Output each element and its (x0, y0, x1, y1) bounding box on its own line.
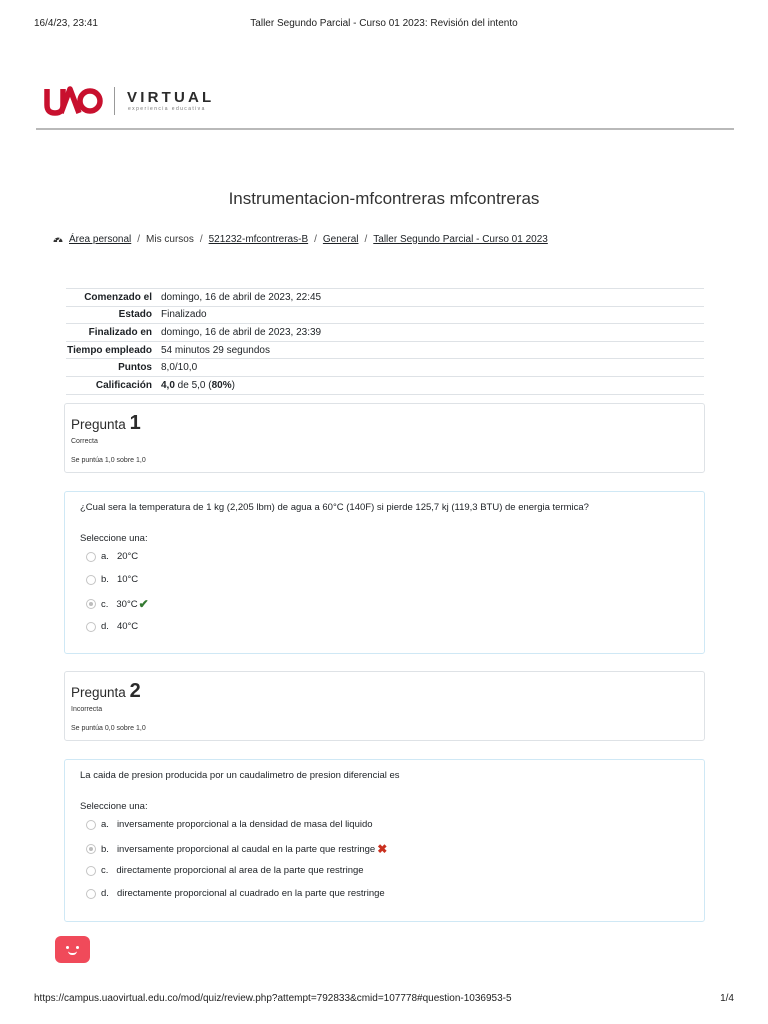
answer-option-b[interactable] (86, 574, 138, 585)
answer-letter: b. (101, 843, 109, 855)
answer-text: 10°C (116, 574, 139, 585)
summary-grade-value (159, 376, 704, 394)
correct-check-icon: ✔ (138, 597, 149, 611)
summary-label: Calificación (95, 379, 152, 391)
answer-letter: c. (101, 865, 109, 876)
logo-brand: VIRTUAL (127, 88, 215, 106)
summary-row-started (66, 289, 704, 307)
question-state: Correcta (71, 438, 98, 445)
breadcrumb-separator: / (314, 233, 317, 245)
grade-middle: de 5,0 ( (174, 379, 212, 391)
answer-text: inversamente proporcional al caudal en la parte que restringe (116, 843, 376, 855)
answer-option-c[interactable] (86, 597, 149, 611)
summary-label: Estado (118, 309, 152, 321)
breadcrumb-quiz[interactable]: Taller Segundo Parcial - Curso 01 2023 (373, 233, 548, 245)
answer-letter: d. (101, 888, 109, 899)
breadcrumb-area-personal[interactable]: Área personal (69, 233, 132, 245)
breadcrumb-separator: / (364, 233, 368, 245)
incorrect-x-icon: ✖ (377, 842, 388, 856)
answer-option-a[interactable] (86, 551, 138, 562)
summary-row-finished (66, 324, 704, 342)
answer-letter: b. (101, 574, 109, 585)
breadcrumb-separator: / (137, 233, 141, 245)
print-datetime: 16/4/23, 23:41 (34, 18, 98, 29)
answer-option-d[interactable] (86, 888, 385, 899)
summary-value: 8,0/10,0 (161, 362, 198, 374)
answer-letter: a. (101, 819, 109, 830)
breadcrumb (52, 233, 548, 245)
answer-letter: a. (101, 551, 109, 562)
answer-option-d[interactable] (86, 621, 138, 632)
answer-text: inversamente proporcional a la densidad de masa del liquido (116, 819, 373, 830)
chat-widget-button[interactable] (55, 936, 90, 963)
answer-text: 20°C (116, 551, 139, 562)
print-url: https://campus.uaovirtual.edu.co/mod/quiz/review.php?attempt=792833&cmid=107778#question-1036953-5 (34, 993, 512, 1004)
dashboard-icon (52, 233, 64, 245)
question-2-info (64, 671, 705, 741)
attempt-summary-table (66, 288, 704, 395)
answer-option-a[interactable] (86, 819, 373, 830)
site-logo[interactable] (44, 84, 214, 118)
chat-smile-icon (68, 951, 77, 955)
radio-button[interactable] (86, 575, 96, 585)
logo-divider (114, 87, 115, 115)
summary-value: 54 minutos 29 segundos (161, 344, 270, 356)
question-number: 2 (129, 680, 141, 702)
question-text: ¿Cual sera la temperatura de 1 kg (2,205 lbm) de agua a 60°C (140F) si pierde 125,7 kj (119,3 BTU) de energia termica? (80, 502, 589, 513)
print-title: Taller Segundo Parcial - Curso 01 2023: Revisión del intento (250, 18, 518, 29)
chat-eye-icon (66, 946, 69, 949)
breadcrumb-course[interactable]: 521232-mfcontreras-B (208, 233, 309, 245)
question-1-info (64, 403, 705, 473)
radio-button[interactable] (86, 552, 96, 562)
uao-logo-mark (44, 86, 104, 116)
question-number: 1 (129, 412, 141, 434)
summary-label: Tiempo empleado (67, 344, 152, 356)
answer-letter: d. (101, 621, 109, 632)
breadcrumb-general[interactable]: General (322, 233, 359, 245)
summary-label: Comenzado el (84, 291, 152, 303)
question-state: Incorrecta (71, 706, 103, 713)
grade-end: ) (231, 379, 235, 391)
chat-eye-icon (76, 946, 79, 949)
summary-value: Finalizado (161, 309, 207, 321)
question-heading (71, 412, 141, 435)
question-1-content (64, 491, 705, 654)
print-page-number: 1/4 (720, 993, 734, 1004)
summary-row-points (66, 359, 704, 377)
answer-text: 40°C (116, 621, 139, 632)
logo-tagline: experiencia educativa (128, 105, 206, 112)
grade-score: 4,0 (161, 379, 175, 391)
radio-button-selected[interactable] (86, 844, 96, 854)
answer-option-c[interactable] (86, 865, 364, 876)
summary-label: Finalizado en (88, 326, 152, 338)
question-2-content (64, 759, 705, 922)
print-header (34, 18, 734, 32)
radio-button[interactable] (86, 889, 96, 899)
radio-button[interactable] (86, 622, 96, 632)
course-title: Instrumentacion-mfcontreras mfcontreras (228, 189, 540, 208)
answer-prompt: Seleccione una: (80, 533, 148, 544)
question-text: La caida de presion producida por un caudalimetro de presion diferencial es (80, 770, 400, 781)
answer-option-b[interactable] (86, 842, 387, 856)
logo-text (127, 90, 214, 113)
question-heading (71, 680, 141, 703)
radio-button-selected[interactable] (86, 599, 96, 609)
summary-value: domingo, 16 de abril de 2023, 23:39 (161, 326, 322, 338)
radio-button[interactable] (86, 866, 96, 876)
answer-text: directamente proporcional al cuadrado en la parte que restringe (116, 888, 385, 899)
summary-row-state (66, 306, 704, 324)
answer-prompt: Seleccione una: (80, 801, 148, 812)
question-grade: Se puntúa 1,0 sobre 1,0 (71, 457, 146, 464)
breadcrumb-separator: / (199, 233, 203, 245)
question-label: Pregunta (71, 417, 126, 432)
question-label: Pregunta (71, 685, 126, 700)
question-grade: Se puntúa 0,0 sobre 1,0 (71, 725, 146, 732)
grade-percent: 80% (211, 379, 232, 391)
summary-label: Puntos (118, 362, 152, 374)
summary-row-grade (66, 376, 704, 394)
header-divider (36, 128, 734, 130)
summary-row-time-taken (66, 341, 704, 359)
answer-text: 30°C (116, 598, 138, 610)
answer-letter: c. (101, 598, 109, 610)
answer-text: directamente proporcional al area de la parte que restringe (116, 865, 364, 876)
summary-value: domingo, 16 de abril de 2023, 22:45 (161, 291, 322, 303)
breadcrumb-mis-cursos: Mis cursos (146, 233, 194, 245)
radio-button[interactable] (86, 820, 96, 830)
